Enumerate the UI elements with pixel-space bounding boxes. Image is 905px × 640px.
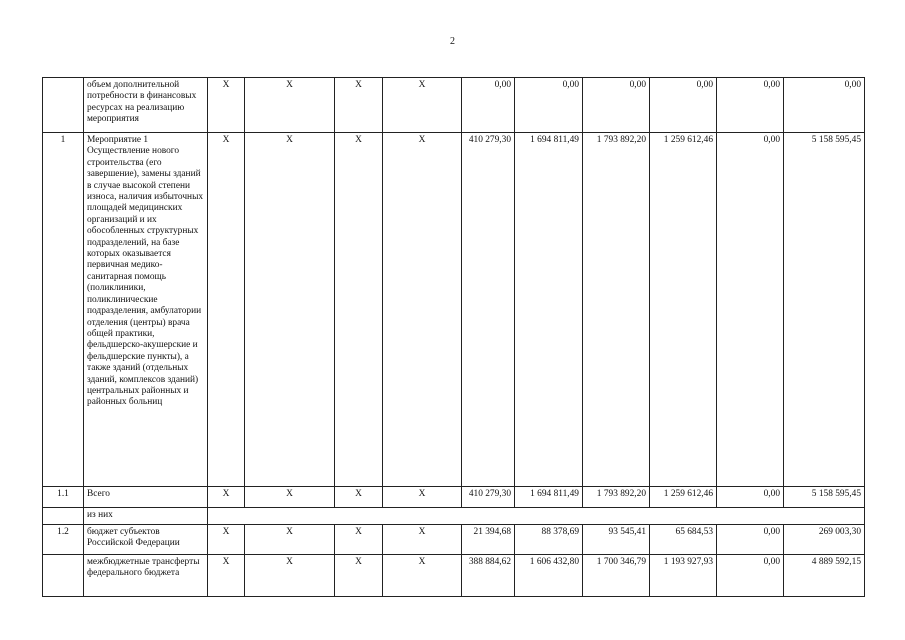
table-row <box>43 487 865 508</box>
value-cell: 1 193 927,93 <box>650 555 717 597</box>
mark-cell: X <box>245 525 335 555</box>
value-cell: 410 279,30 <box>462 487 515 508</box>
value-cell: 0,00 <box>784 78 865 133</box>
row-number-cell: 1.2 <box>43 525 84 555</box>
value-cell: 4 889 592,15 <box>784 555 865 597</box>
value-cell: 0,00 <box>717 133 784 487</box>
value-cell: 93 545,41 <box>583 525 650 555</box>
value-cell: 1 694 811,49 <box>515 487 583 508</box>
row-name-cell: Мероприятие 1 Осуществление нового строительства (его завершение), замены зданий в случае высокой степени износа, наличия избыточных площадей медицинских организаций и их обособленных структурных подразделений, на базе которых оказывается первичная медико-санитарная помощь (поликлиники, поликлинические подразделения, амбулатории отделения (центры) врача общей практики, фельдшерско-акушерские и фельдшерские пункты), а также зданий (отдельных зданий, комплексов зданий) центральных районных и районных больниц <box>84 133 208 487</box>
mark-cell: X <box>383 133 462 487</box>
value-cell: 1 700 346,79 <box>583 555 650 597</box>
value-cell: 0,00 <box>583 78 650 133</box>
financing-table <box>42 77 865 597</box>
mark-cell: X <box>383 487 462 508</box>
table-row <box>43 525 865 555</box>
row-name-cell: межбюджетные трансферты федерального бюджета <box>84 555 208 597</box>
mark-cell: X <box>335 487 383 508</box>
mark-cell: X <box>245 78 335 133</box>
value-cell: 1 259 612,46 <box>650 133 717 487</box>
value-cell: 0,00 <box>650 78 717 133</box>
empty-merged-cell <box>208 508 865 525</box>
mark-cell: X <box>335 78 383 133</box>
value-cell: 1 606 432,80 <box>515 555 583 597</box>
row-name-cell: из них <box>84 508 208 525</box>
mark-cell: X <box>335 525 383 555</box>
row-number-cell <box>43 508 84 525</box>
row-name-cell: объем дополнительной потребности в финансовых ресурсах на реализацию мероприятия <box>84 78 208 133</box>
value-cell: 1 793 892,20 <box>583 487 650 508</box>
table-row <box>43 78 865 133</box>
mark-cell: X <box>335 555 383 597</box>
value-cell: 5 158 595,45 <box>784 487 865 508</box>
value-cell: 65 684,53 <box>650 525 717 555</box>
row-number-cell <box>43 555 84 597</box>
value-cell: 5 158 595,45 <box>784 133 865 487</box>
table-row <box>43 133 865 487</box>
value-cell: 1 793 892,20 <box>583 133 650 487</box>
mark-cell: X <box>335 133 383 487</box>
value-cell: 0,00 <box>515 78 583 133</box>
mark-cell: X <box>208 487 245 508</box>
mark-cell: X <box>208 133 245 487</box>
mark-cell: X <box>245 133 335 487</box>
value-cell: 410 279,30 <box>462 133 515 487</box>
row-name-cell: бюджет субъектов Российской Федерации <box>84 525 208 555</box>
value-cell: 88 378,69 <box>515 525 583 555</box>
value-cell: 1 694 811,49 <box>515 133 583 487</box>
mark-cell: X <box>208 78 245 133</box>
value-cell: 388 884,62 <box>462 555 515 597</box>
mark-cell: X <box>383 78 462 133</box>
table-row <box>43 508 865 525</box>
value-cell: 0,00 <box>717 487 784 508</box>
value-cell: 21 394,68 <box>462 525 515 555</box>
table-row <box>43 555 865 597</box>
value-cell: 0,00 <box>717 525 784 555</box>
row-number-cell: 1 <box>43 133 84 487</box>
mark-cell: X <box>245 555 335 597</box>
value-cell: 1 259 612,46 <box>650 487 717 508</box>
mark-cell: X <box>208 525 245 555</box>
row-number-cell <box>43 78 84 133</box>
value-cell: 269 003,30 <box>784 525 865 555</box>
mark-cell: X <box>383 555 462 597</box>
row-name-cell: Всего <box>84 487 208 508</box>
value-cell: 0,00 <box>717 78 784 133</box>
value-cell: 0,00 <box>462 78 515 133</box>
mark-cell: X <box>208 555 245 597</box>
mark-cell: X <box>245 487 335 508</box>
value-cell: 0,00 <box>717 555 784 597</box>
row-number-cell: 1.1 <box>43 487 84 508</box>
page-number: 2 <box>450 36 455 47</box>
mark-cell: X <box>383 525 462 555</box>
